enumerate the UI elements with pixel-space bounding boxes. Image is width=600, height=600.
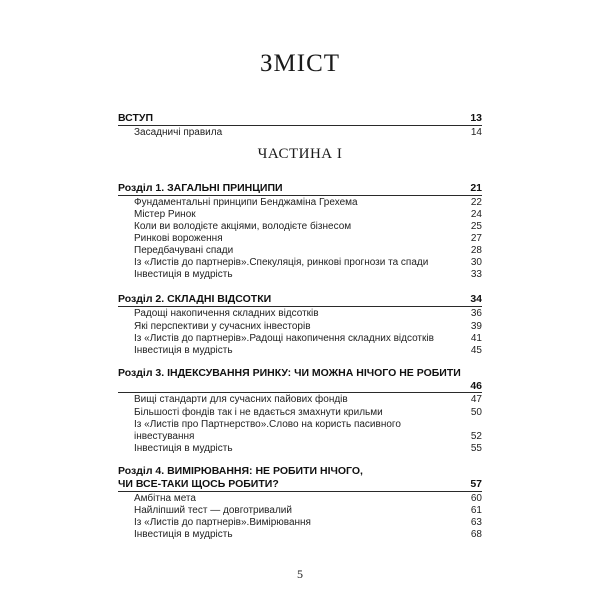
toc-entry-text: Більшості фондів так і не вдається змахнути крильми — [134, 407, 383, 418]
toc-entry-page: 24 — [470, 209, 482, 220]
toc-entry-page: 41 — [470, 333, 482, 344]
toc-entry-text: Інвестиція в мудрість — [134, 269, 233, 280]
toc-entry-page: 63 — [470, 517, 482, 528]
toc-heading-page: 13 — [470, 112, 482, 124]
toc-entry-text: Із «Листів про Партнерство».Слово на користь пасивного — [134, 419, 401, 430]
toc-entry-page: 39 — [470, 321, 482, 332]
toc-entry-text: Які перспективи у сучасних інвесторів — [134, 321, 311, 332]
toc-entry-page: 28 — [470, 245, 482, 256]
toc-entry-text: Фундаментальні принципи Бенджаміна Грехема — [134, 197, 358, 208]
toc-entry-page: 36 — [470, 308, 482, 319]
toc-entry-page: 45 — [470, 345, 482, 356]
toc-entry-text: Містер Ринок — [134, 209, 196, 220]
toc-entry-text: Ринкові вороження — [134, 233, 223, 244]
toc-entry-page: 47 — [470, 394, 482, 405]
page-title: ЗМІСТ — [259, 50, 341, 77]
toc-heading-page: 34 — [470, 293, 482, 305]
toc-entry-text: Амбітна мета — [134, 493, 196, 504]
toc-entry-page: 33 — [470, 269, 482, 280]
toc-entry-text: Передбачувані спади — [134, 245, 234, 256]
toc-heading-text: Розділ 1. ЗАГАЛЬНІ ПРИНЦИПИ — [118, 182, 283, 194]
toc-heading-text: ВСТУП — [118, 112, 153, 124]
toc-entry-page: 22 — [470, 197, 482, 208]
toc-entry-text: Інвестиція в мудрість — [134, 345, 233, 356]
toc-entry-text: Інвестиція в мудрість — [134, 529, 233, 540]
toc-heading-page: 57 — [470, 478, 482, 490]
toc-entry-page: 14 — [470, 127, 482, 138]
toc-entry-page: 30 — [470, 257, 482, 268]
toc-entry-text: інвестування — [134, 431, 195, 442]
toc-entry-text: Інвестиція в мудрість — [134, 443, 233, 454]
toc-heading-text: Розділ 3. ІНДЕКСУВАННЯ РИНКУ: ЧИ МОЖНА НІЧОГО НЕ РОБИТИ — [118, 367, 461, 379]
toc-entry-page: 27 — [470, 233, 482, 244]
toc-entry-text: Із «Листів до партнерів».Вимірювання — [134, 517, 311, 528]
toc-entry-page: 68 — [470, 529, 482, 540]
toc-entry-page: 60 — [470, 493, 482, 504]
toc-entry-text: Вищі стандарти для сучасних пайових фондів — [134, 394, 348, 405]
toc-entry-text: Найліпший тест — довготривалий — [134, 505, 292, 516]
toc-entry-text: Коли ви володієте акціями, володієте бізнесом — [134, 221, 352, 232]
toc-entry-page: 61 — [470, 505, 482, 516]
toc-entry-page: 50 — [470, 407, 482, 418]
toc-entry-text: Засадничі правила — [134, 127, 223, 138]
toc-entry-page: 52 — [470, 431, 482, 442]
toc-heading-page: 46 — [470, 380, 482, 392]
toc-heading-text: Розділ 2. СКЛАДНІ ВІДСОТКИ — [118, 293, 272, 305]
toc-entry-text: Із «Листів до партнерів».Спекуляція, ринкові прогнози та спади — [134, 257, 429, 268]
page-number: 5 — [297, 567, 303, 581]
toc-entry-page: 55 — [470, 443, 482, 454]
toc-heading-text: Розділ 4. ВИМІРЮВАННЯ: НЕ РОБИТИ НІЧОГО, — [118, 465, 363, 477]
part-title: ЧАСТИНА І — [257, 146, 343, 162]
toc-entry-text: Із «Листів до партнерів».Радощі накопичення складних відсотків — [134, 333, 434, 344]
toc-heading-text: ЧИ ВСЕ-ТАКИ ЩОСЬ РОБИТИ? — [118, 478, 279, 490]
toc-entry-text: Радощі накопичення складних відсотків — [134, 308, 319, 319]
toc-heading-page: 21 — [470, 182, 482, 194]
toc-entry-page: 25 — [470, 221, 482, 232]
